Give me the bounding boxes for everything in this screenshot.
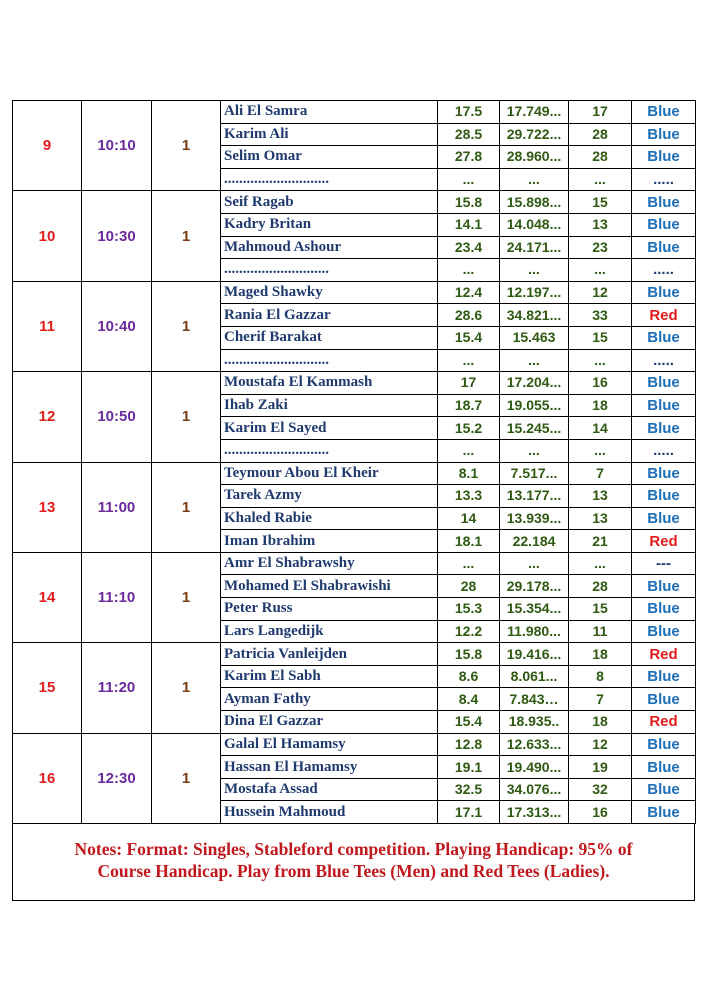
course-handicap: 18.935.. bbox=[500, 711, 569, 734]
playing-handicap: 15 bbox=[569, 326, 632, 349]
tee-colour: Blue bbox=[632, 101, 696, 124]
handicap-index: ... bbox=[438, 259, 500, 282]
course-handicap: 14.048... bbox=[500, 213, 569, 236]
handicap-index: 8.6 bbox=[438, 665, 500, 688]
handicap-index: 23.4 bbox=[438, 236, 500, 259]
table-row bbox=[13, 372, 696, 395]
tee-colour: ..... bbox=[632, 168, 696, 191]
player-name: Mostafa Assad bbox=[221, 778, 438, 801]
player-name: ............................ bbox=[221, 439, 438, 462]
course-handicap: 8.061... bbox=[500, 665, 569, 688]
playing-handicap: 14 bbox=[569, 417, 632, 440]
tee-colour: Blue bbox=[632, 598, 696, 621]
player-name: Hussein Mahmoud bbox=[221, 801, 438, 824]
handicap-index: ... bbox=[438, 439, 500, 462]
course-handicap: 34.821... bbox=[500, 304, 569, 327]
course-handicap: 15.463 bbox=[500, 326, 569, 349]
handicap-index: 17.1 bbox=[438, 801, 500, 824]
playing-handicap: ... bbox=[569, 349, 632, 372]
player-name: Karim Ali bbox=[221, 123, 438, 146]
playing-handicap: 16 bbox=[569, 372, 632, 395]
course-handicap: 19.416... bbox=[500, 643, 569, 666]
player-name: Maged Shawky bbox=[221, 281, 438, 304]
playing-handicap: 12 bbox=[569, 281, 632, 304]
group-number: 9 bbox=[13, 101, 82, 191]
table-row bbox=[13, 552, 696, 575]
player-name: Tarek Azmy bbox=[221, 485, 438, 508]
handicap-index: 15.8 bbox=[438, 643, 500, 666]
player-name: Mohamed El Shabrawishi bbox=[221, 575, 438, 598]
draw-sheet bbox=[12, 100, 695, 901]
table-row bbox=[13, 643, 696, 666]
tee-colour: Blue bbox=[632, 665, 696, 688]
tee-time: 10:30 bbox=[82, 191, 152, 281]
tee-time: 12:30 bbox=[82, 733, 152, 823]
player-name: ............................ bbox=[221, 259, 438, 282]
tee-colour: Red bbox=[632, 304, 696, 327]
playing-handicap: 19 bbox=[569, 756, 632, 779]
playing-handicap: 7 bbox=[569, 688, 632, 711]
course-handicap: 34.076... bbox=[500, 778, 569, 801]
table-row bbox=[13, 462, 696, 485]
tee-time: 10:10 bbox=[82, 101, 152, 191]
player-name: Kadry Britan bbox=[221, 213, 438, 236]
tee-times-table bbox=[12, 100, 696, 824]
course-handicap: 24.171... bbox=[500, 236, 569, 259]
player-name: Selim Omar bbox=[221, 146, 438, 169]
course-handicap: 29.178... bbox=[500, 575, 569, 598]
handicap-index: 14.1 bbox=[438, 213, 500, 236]
notes-box bbox=[12, 824, 695, 901]
course-handicap: 29.722... bbox=[500, 123, 569, 146]
notes-line-1: Notes: Format: Singles, Stableford competition. Playing Handicap: 95% of bbox=[74, 839, 633, 859]
course-handicap: ... bbox=[500, 439, 569, 462]
handicap-index: 15.4 bbox=[438, 711, 500, 734]
starting-tee: 1 bbox=[152, 101, 221, 191]
course-handicap: 15.245... bbox=[500, 417, 569, 440]
player-name: Karim El Sayed bbox=[221, 417, 438, 440]
tee-time: 10:50 bbox=[82, 372, 152, 462]
tee-colour: Blue bbox=[632, 688, 696, 711]
handicap-index: 17 bbox=[438, 372, 500, 395]
handicap-index: 8.1 bbox=[438, 462, 500, 485]
course-handicap: 19.490... bbox=[500, 756, 569, 779]
course-handicap: 17.204... bbox=[500, 372, 569, 395]
group-number: 12 bbox=[13, 372, 82, 462]
tee-colour: --- bbox=[632, 552, 696, 575]
handicap-index: 15.4 bbox=[438, 326, 500, 349]
starting-tee: 1 bbox=[152, 552, 221, 642]
course-handicap: ... bbox=[500, 259, 569, 282]
handicap-index: 18.7 bbox=[438, 394, 500, 417]
tee-colour: Blue bbox=[632, 462, 696, 485]
group-number: 14 bbox=[13, 552, 82, 642]
playing-handicap: 28 bbox=[569, 123, 632, 146]
handicap-index: 12.8 bbox=[438, 733, 500, 756]
group-number: 15 bbox=[13, 643, 82, 733]
player-name: Amr El Shabrawshy bbox=[221, 552, 438, 575]
group-number: 11 bbox=[13, 281, 82, 371]
player-name: Rania El Gazzar bbox=[221, 304, 438, 327]
player-name: Patricia Vanleijden bbox=[221, 643, 438, 666]
tee-time: 11:10 bbox=[82, 552, 152, 642]
course-handicap: ... bbox=[500, 168, 569, 191]
course-handicap: 7.517... bbox=[500, 462, 569, 485]
player-name: Peter Russ bbox=[221, 598, 438, 621]
table-row bbox=[13, 281, 696, 304]
player-name: Dina El Gazzar bbox=[221, 711, 438, 734]
tee-colour: Blue bbox=[632, 394, 696, 417]
group-number: 10 bbox=[13, 191, 82, 281]
playing-handicap: 18 bbox=[569, 394, 632, 417]
player-name: Iman Ibrahim bbox=[221, 530, 438, 553]
playing-handicap: 15 bbox=[569, 191, 632, 214]
course-handicap: ... bbox=[500, 552, 569, 575]
handicap-index: 28 bbox=[438, 575, 500, 598]
tee-colour: Blue bbox=[632, 417, 696, 440]
course-handicap: 17.749... bbox=[500, 101, 569, 124]
playing-handicap: 13 bbox=[569, 485, 632, 508]
handicap-index: 14 bbox=[438, 507, 500, 530]
starting-tee: 1 bbox=[152, 643, 221, 733]
playing-handicap: ... bbox=[569, 259, 632, 282]
tee-colour: ..... bbox=[632, 259, 696, 282]
table-row bbox=[13, 191, 696, 214]
course-handicap: 12.633... bbox=[500, 733, 569, 756]
playing-handicap: 18 bbox=[569, 643, 632, 666]
tee-colour: Blue bbox=[632, 123, 696, 146]
tee-colour: Blue bbox=[632, 733, 696, 756]
player-name: Hassan El Hamamsy bbox=[221, 756, 438, 779]
player-name: Seif Ragab bbox=[221, 191, 438, 214]
tee-time: 10:40 bbox=[82, 281, 152, 371]
tee-time: 11:20 bbox=[82, 643, 152, 733]
playing-handicap: 16 bbox=[569, 801, 632, 824]
handicap-index: 15.2 bbox=[438, 417, 500, 440]
tee-colour: Blue bbox=[632, 507, 696, 530]
playing-handicap: 32 bbox=[569, 778, 632, 801]
handicap-index: ... bbox=[438, 552, 500, 575]
player-name: Karim El Sabh bbox=[221, 665, 438, 688]
tee-colour: Red bbox=[632, 711, 696, 734]
tee-colour: Blue bbox=[632, 191, 696, 214]
course-handicap: 19.055... bbox=[500, 394, 569, 417]
tee-colour: Blue bbox=[632, 236, 696, 259]
player-name: Mahmoud Ashour bbox=[221, 236, 438, 259]
handicap-index: 32.5 bbox=[438, 778, 500, 801]
starting-tee: 1 bbox=[152, 733, 221, 823]
course-handicap: 11.980... bbox=[500, 620, 569, 643]
course-handicap: 17.313... bbox=[500, 801, 569, 824]
handicap-index: 8.4 bbox=[438, 688, 500, 711]
tee-colour: Blue bbox=[632, 778, 696, 801]
playing-handicap: 15 bbox=[569, 598, 632, 621]
handicap-index: ... bbox=[438, 349, 500, 372]
tee-colour: Blue bbox=[632, 372, 696, 395]
playing-handicap: 23 bbox=[569, 236, 632, 259]
playing-handicap: 33 bbox=[569, 304, 632, 327]
playing-handicap: 7 bbox=[569, 462, 632, 485]
tee-time: 11:00 bbox=[82, 462, 152, 552]
group-number: 16 bbox=[13, 733, 82, 823]
course-handicap: 13.939... bbox=[500, 507, 569, 530]
table-row bbox=[13, 733, 696, 756]
playing-handicap: 13 bbox=[569, 507, 632, 530]
tee-colour: Blue bbox=[632, 801, 696, 824]
tee-colour: Blue bbox=[632, 213, 696, 236]
tee-colour: Red bbox=[632, 530, 696, 553]
course-handicap: 7.843… bbox=[500, 688, 569, 711]
tee-colour: Blue bbox=[632, 575, 696, 598]
playing-handicap: 8 bbox=[569, 665, 632, 688]
course-handicap: 15.898... bbox=[500, 191, 569, 214]
player-name: Ali El Samra bbox=[221, 101, 438, 124]
starting-tee: 1 bbox=[152, 281, 221, 371]
playing-handicap: ... bbox=[569, 439, 632, 462]
playing-handicap: ... bbox=[569, 168, 632, 191]
handicap-index: 12.2 bbox=[438, 620, 500, 643]
course-handicap: ... bbox=[500, 349, 569, 372]
tee-colour: Red bbox=[632, 643, 696, 666]
course-handicap: 12.197... bbox=[500, 281, 569, 304]
notes-line-2: Course Handicap. Play from Blue Tees (Men) and Red Tees (Ladies). bbox=[97, 861, 610, 881]
handicap-index: 28.6 bbox=[438, 304, 500, 327]
starting-tee: 1 bbox=[152, 462, 221, 552]
handicap-index: 17.5 bbox=[438, 101, 500, 124]
tee-colour: Blue bbox=[632, 281, 696, 304]
playing-handicap: 17 bbox=[569, 101, 632, 124]
player-name: ............................ bbox=[221, 349, 438, 372]
playing-handicap: 11 bbox=[569, 620, 632, 643]
player-name: Teymour Abou El Kheir bbox=[221, 462, 438, 485]
playing-handicap: 18 bbox=[569, 711, 632, 734]
course-handicap: 13.177... bbox=[500, 485, 569, 508]
handicap-index: 19.1 bbox=[438, 756, 500, 779]
group-number: 13 bbox=[13, 462, 82, 552]
handicap-index: 15.3 bbox=[438, 598, 500, 621]
starting-tee: 1 bbox=[152, 191, 221, 281]
handicap-index: 12.4 bbox=[438, 281, 500, 304]
tee-colour: Blue bbox=[632, 620, 696, 643]
player-name: Cherif Barakat bbox=[221, 326, 438, 349]
handicap-index: 18.1 bbox=[438, 530, 500, 553]
handicap-index: 15.8 bbox=[438, 191, 500, 214]
table-row bbox=[13, 101, 696, 124]
playing-handicap: 13 bbox=[569, 213, 632, 236]
player-name: Lars Langedijk bbox=[221, 620, 438, 643]
tee-colour: ..... bbox=[632, 439, 696, 462]
player-name: Ihab Zaki bbox=[221, 394, 438, 417]
playing-handicap: 12 bbox=[569, 733, 632, 756]
player-name: Ayman Fathy bbox=[221, 688, 438, 711]
tee-colour: Blue bbox=[632, 326, 696, 349]
player-name: ............................ bbox=[221, 168, 438, 191]
tee-colour: Blue bbox=[632, 485, 696, 508]
player-name: Khaled Rabie bbox=[221, 507, 438, 530]
playing-handicap: 28 bbox=[569, 146, 632, 169]
tee-colour: Blue bbox=[632, 146, 696, 169]
handicap-index: 28.5 bbox=[438, 123, 500, 146]
playing-handicap: 21 bbox=[569, 530, 632, 553]
playing-handicap: ... bbox=[569, 552, 632, 575]
course-handicap: 28.960... bbox=[500, 146, 569, 169]
player-name: Moustafa El Kammash bbox=[221, 372, 438, 395]
handicap-index: 27.8 bbox=[438, 146, 500, 169]
tee-colour: Blue bbox=[632, 756, 696, 779]
playing-handicap: 28 bbox=[569, 575, 632, 598]
starting-tee: 1 bbox=[152, 372, 221, 462]
tee-colour: ..... bbox=[632, 349, 696, 372]
course-handicap: 22.184 bbox=[500, 530, 569, 553]
handicap-index: 13.3 bbox=[438, 485, 500, 508]
course-handicap: 15.354... bbox=[500, 598, 569, 621]
handicap-index: ... bbox=[438, 168, 500, 191]
player-name: Galal El Hamamsy bbox=[221, 733, 438, 756]
